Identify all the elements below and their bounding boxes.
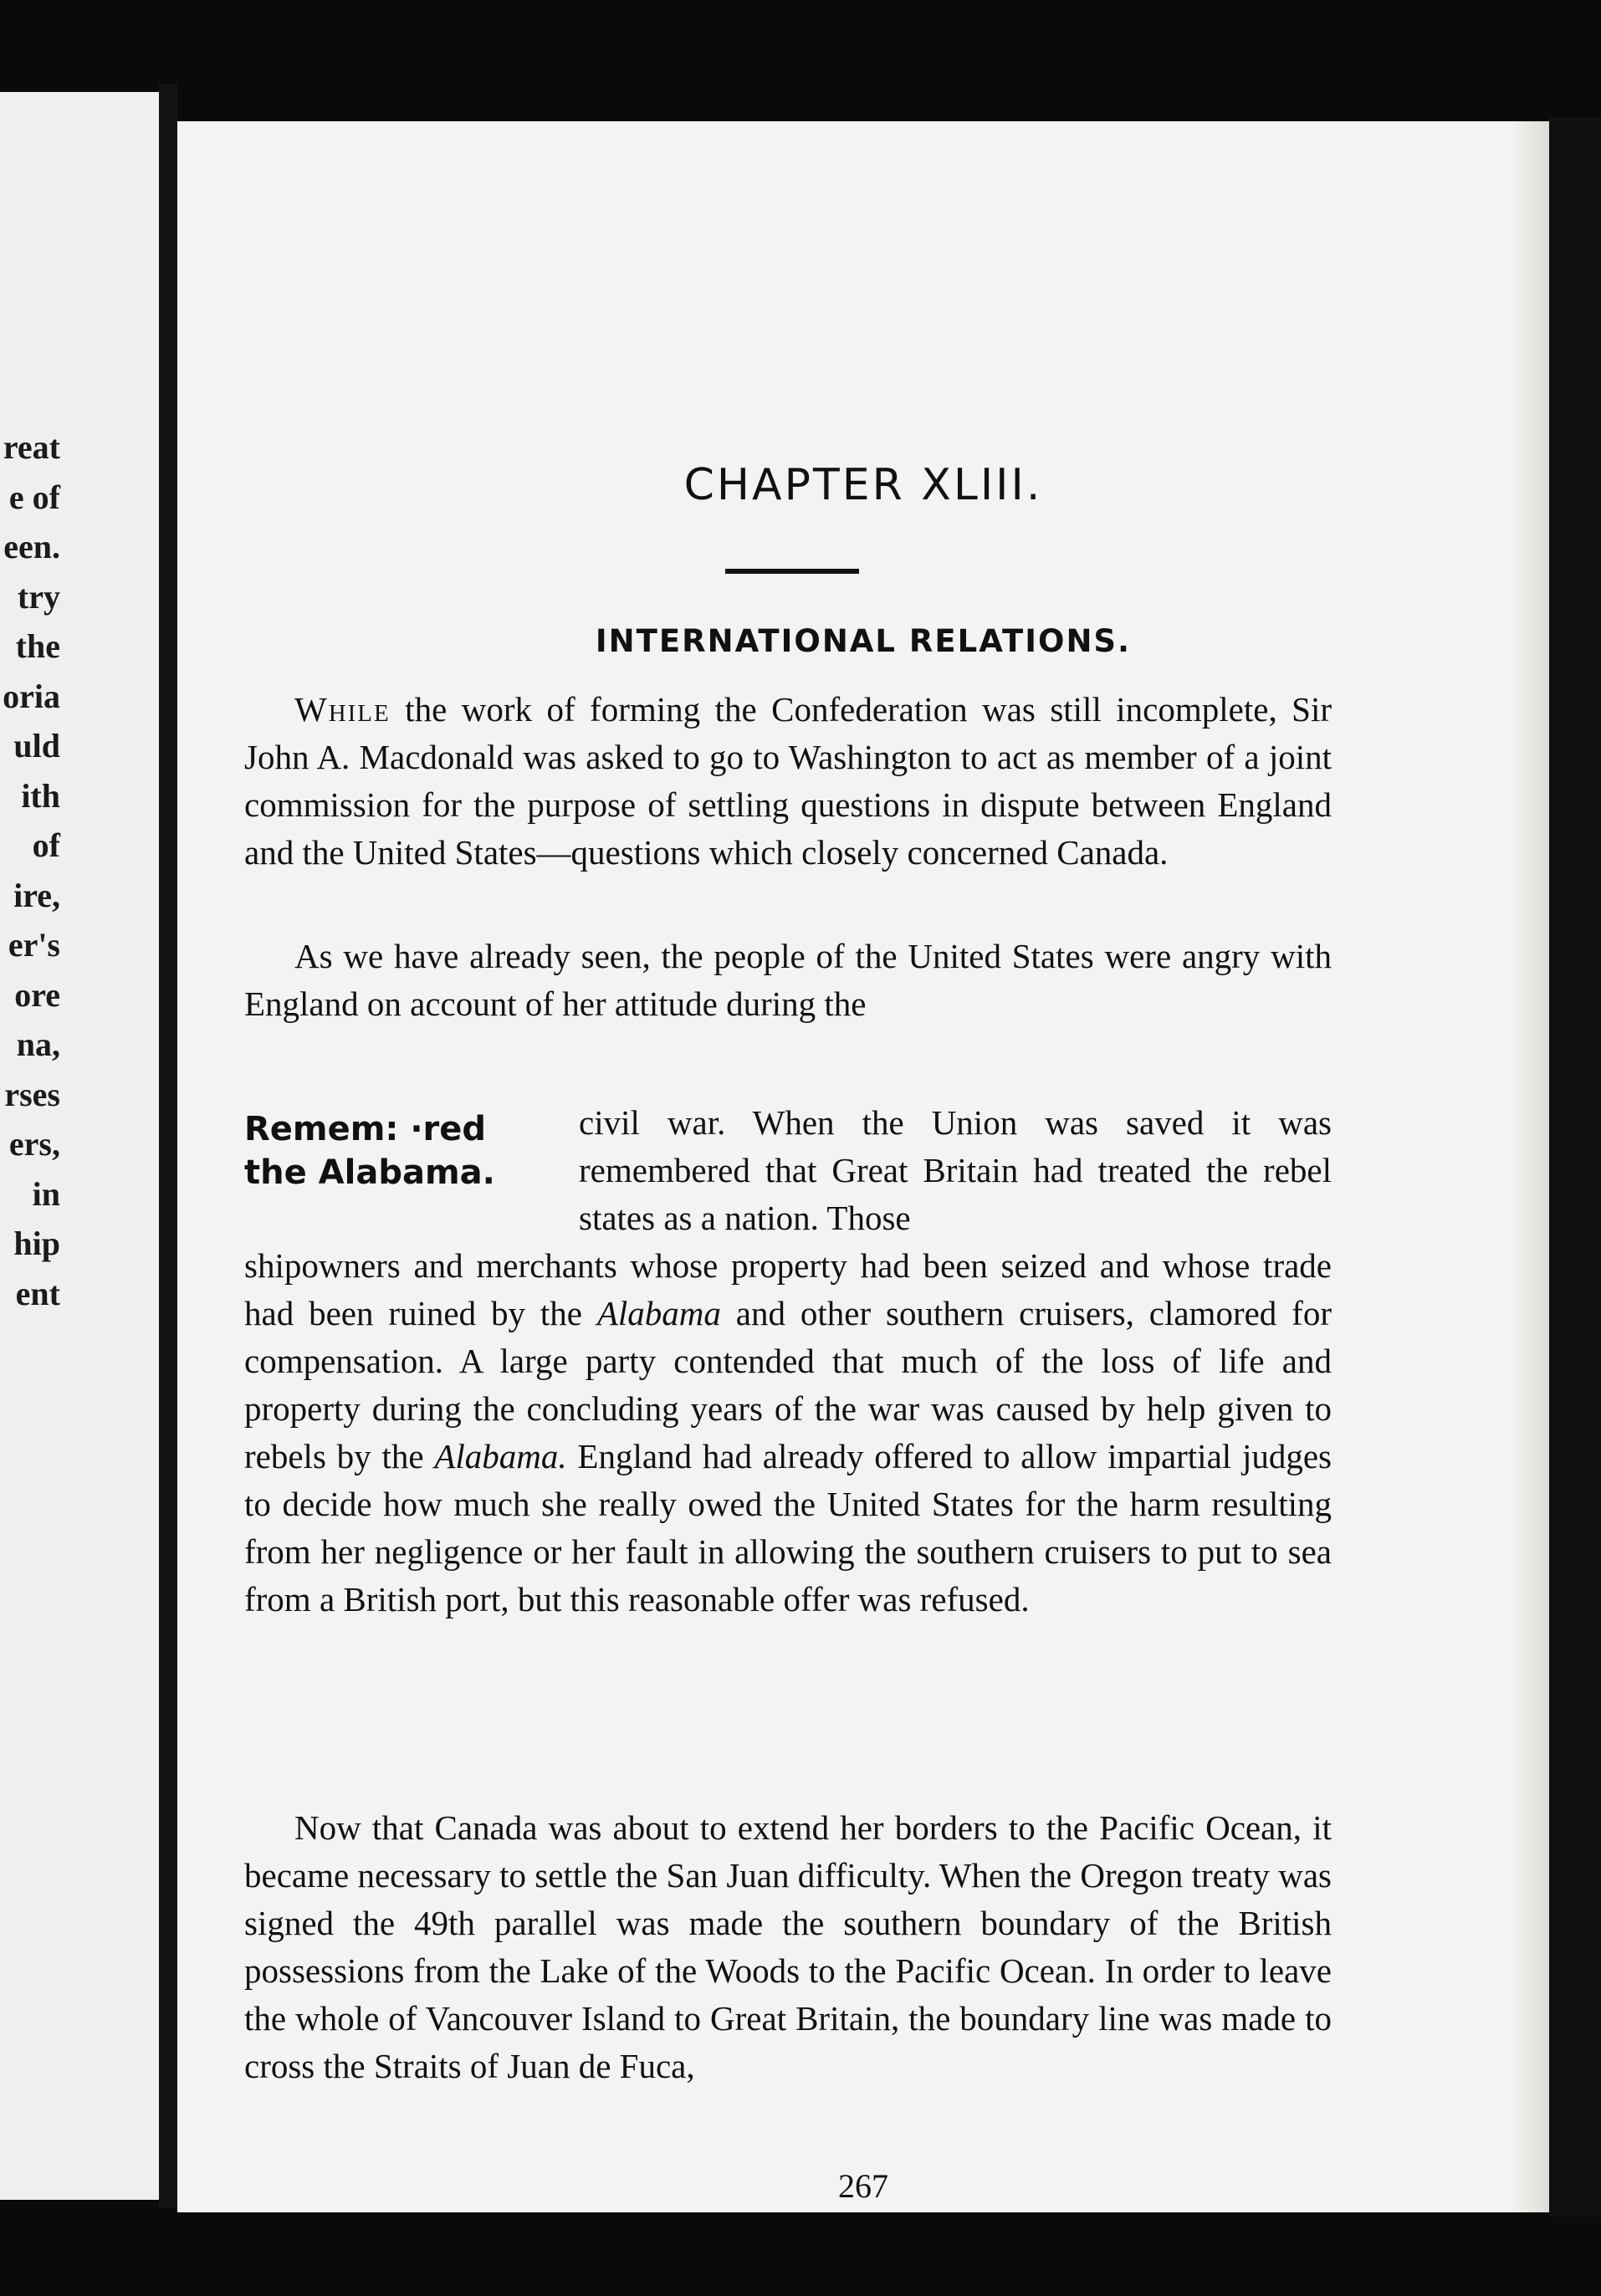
paragraph-3: Now that Canada was about to extend her borders to the Pacific Ocean, it became necessary to settle the San Juan difficulty. When the Oregon treaty was signed the 49th parallel was made the southern boundary of the British possessions from the Lake of the Woods to the Pacific Ocean. In order to leave the whole of Vancouver Island to Great Britain, the boundary line was made to cross the Straits of Juan de Fuca, [244,1808,1332,2085]
chapter-title: CHAPTER XLIII. [683,460,1043,510]
margin-sidenote [244,1107,520,1194]
line-fragment: na, [16,1025,60,1063]
line-fragment: reat [3,428,60,466]
lead-word: While [294,690,391,729]
line-fragment: ith [21,776,60,815]
book-gutter [159,84,177,2208]
line-fragment: er's [8,926,60,964]
line-fragment: hip [13,1225,60,1262]
text-beside-sidenote: civil war. When the Union was saved it was remembered that Great Britain had treated the rebel states as a nation. Those [579,1103,1332,1237]
ship-name-italic: Alabama [596,1294,721,1332]
line-fragment: ent [15,1274,60,1312]
text-run: and other southern cruisers, clamored for compensation. A large party contended that much of the loss of life and property during the concluding years of the war was caused by help given to rebels by the [244,1294,1332,1475]
line-fragment: in [32,1174,60,1213]
book-page [177,121,1549,2212]
sidenote-line-2: the Alabama. [244,1153,495,1192]
text-run: England had already offered to allow impartial judges to decide how much she really owed the United States for the harm resulting from her negligence or her fault in allowing the southern cruisers to put to sea from a British port, but this reasonable offer was refused. [244,1437,1332,1618]
section-heading: INTERNATIONAL RELATIONS. [595,623,1132,659]
line-fragment: of [32,826,60,864]
page-shadow [1511,121,1549,2212]
paragraph-1-text: the work of forming the Confederation was still incomplete, Sir John A. Macdonald was asked to go to Washington to act as member of a joint commission for the purpose of settling questions in dispute between England and the United States—questions which closely concerned Canada. [244,690,1332,872]
line-fragment: ore [14,975,60,1014]
facing-page-text [0,422,60,1318]
scan-right-edge [1549,117,1601,2217]
line-fragment: the [15,627,60,665]
facing-page [0,92,159,2200]
paragraph-1 [244,686,1332,877]
line-fragment: ers, [8,1125,60,1163]
paragraph-2-continued [244,1242,1332,1624]
line-fragment: e of [8,478,60,516]
page-number: 267 [838,2167,888,2205]
sidenote-line-1: Remem: ·red [244,1110,487,1148]
sidenote-block [244,1099,1332,1242]
line-fragment: rses [4,1075,60,1113]
line-fragment: ire, [13,876,60,914]
text-run: shipowners and merchants whose property had been seized and whose trade had been ruined by the [244,1246,1332,1332]
paragraph-2-opening: As we have already seen, the people of the United States were angry with England on account of her attitude during the [244,937,1332,1023]
line-fragment: uld [13,727,60,764]
line-fragment: een. [3,528,60,565]
ship-name-italic: Alabama. [434,1437,567,1475]
line-fragment: oria [3,677,60,715]
title-rule [725,569,859,574]
line-fragment: try [17,577,60,616]
